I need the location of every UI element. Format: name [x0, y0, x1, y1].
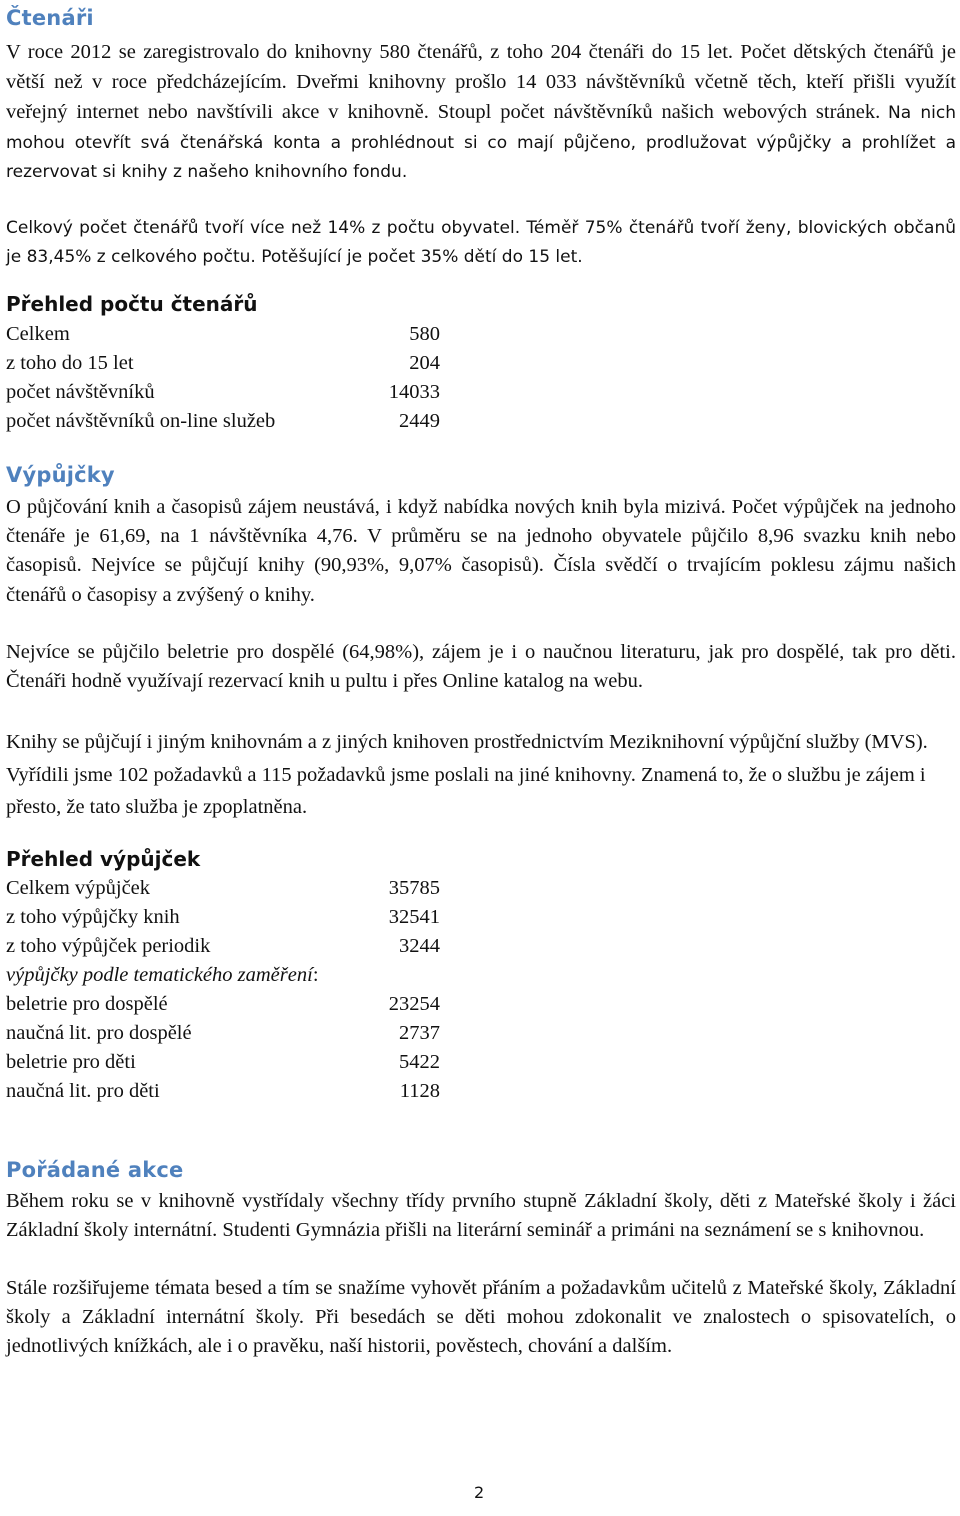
- table-row: [6, 349, 440, 378]
- table-subheading-row: [6, 961, 440, 990]
- loans-paragraph-2: [6, 638, 956, 696]
- table-row: [6, 990, 440, 1019]
- table-row: [6, 1077, 440, 1106]
- events-heading: Pořádané akce: [6, 1158, 184, 1182]
- events-paragraph-1: [6, 1187, 956, 1245]
- row-label: počet návštěvníků: [6, 381, 155, 403]
- row-label: naučná lit. pro děti: [6, 1080, 160, 1102]
- table-row: [6, 903, 440, 932]
- readers-text-b: Na nich mohou otevřít svá čtenářská konta a prohlédnout si co mají půjčeno, prodlužovat výpůjčky a prohlížet a rezervovat si knihy z našeho knihovního fondu.: [6, 103, 956, 182]
- page-number: 2: [474, 1483, 485, 1502]
- row-label: naučná lit. pro dospělé: [6, 1022, 192, 1044]
- loans-text-3: Knihy se půjčují i jiným knihovnám a z jiných knihoven prostřednictvím Meziknihovní výpůjční služby (MVS). Vyřídili jsme 102 požadavků a 115 požadavků jsme poslali na jiné knihovny. Znamená to, že o službu je zájem i přesto, že tato služba je zpoplatněna.: [6, 731, 928, 818]
- row-value: 580: [409, 323, 440, 345]
- row-value: 2737: [399, 1022, 440, 1044]
- row-value: 32541: [388, 906, 440, 928]
- table-row: [6, 1019, 440, 1048]
- loans-paragraph-3: [6, 726, 956, 824]
- events-paragraph-2: [6, 1274, 956, 1362]
- row-value: 35785: [388, 877, 440, 899]
- events-text-1: Během roku se v knihovně vystřídaly všechny třídy prvního stupně Základní školy, děti z Mateřské školy i žáci Základní školy internátní. Studenti Gymnázia přišli na literární seminář a primáni na seznámení se s knihovnou.: [6, 1190, 956, 1242]
- row-value: 2449: [399, 410, 440, 432]
- row-label: beletrie pro děti: [6, 1051, 136, 1073]
- table-row: [6, 320, 440, 349]
- theme-subheading-colon: :: [312, 964, 319, 986]
- readers-heading: Čtenáři: [6, 6, 94, 30]
- row-label: z toho do 15 let: [6, 352, 134, 374]
- readers-text-c: Celkový počet čtenářů tvoří více než 14% z počtu obyvatel. Téměř 75% čtenářů tvoří ženy, blovických občanů je 83,45% z celkového počtu. Potěšující je počet 35% dětí do 15 let.: [6, 218, 956, 268]
- loans-text-2: Nejvíce se půjčilo beletrie pro dospělé (64,98%), zájem je i o naučnou literaturu, jak pro dospělé, tak pro děti. Čtenáři hodně využívají rezervací knih u pultu i přes Online katalog na webu.: [6, 641, 956, 693]
- row-label: beletrie pro dospělé: [6, 993, 168, 1015]
- row-label: z toho výpůjček periodik: [6, 935, 211, 957]
- readers-text-a: V roce 2012 se zaregistrovalo do knihovny 580 čtenářů, z toho 204 čtenáři do 15 let. Počet dětských čtenářů je větší než v roce předcházejícím. Dveřmi knihovny prošlo 14 033 návštěvníků včetně těch, kteří přišli využít veřejný internet nebo navštívili akce v knihovně. Stoupl počet návštěvníků našich webových stránek.: [6, 41, 956, 124]
- row-label: počet návštěvníků on-line služeb: [6, 410, 276, 432]
- row-value: 1128: [399, 1080, 440, 1102]
- readers-paragraph-2: [6, 214, 956, 272]
- readers-overview-heading: Přehled počtu čtenářů: [6, 292, 258, 316]
- loans-heading: Výpůjčky: [6, 463, 115, 487]
- row-label: Celkem: [6, 323, 70, 345]
- row-label: Celkem výpůjček: [6, 877, 151, 899]
- row-value: 14033: [388, 381, 440, 403]
- table-row: [6, 874, 440, 903]
- loans-text-1: O půjčování knih a časopisů zájem neustává, i když nabídka nových knih byla mizivá. Počet výpůjček na jednoho čtenáře je 61,69, na 1 návštěvníka 4,76. V průměru se na jednoho obyvatele půjčilo 8,96 svazku knih nebo časopisů. Nejvíce se půjčují knihy (90,93%, 9,07% časopisů). Čísla svědčí o trvajícím poklesu zájmu našich čtenářů o časopisy a zvýšený o knihy.: [6, 496, 956, 606]
- row-label: z toho výpůjčky knih: [6, 906, 180, 928]
- loans-overview-heading: Přehled výpůjček: [6, 847, 201, 871]
- row-value: 3244: [399, 935, 440, 957]
- readers-paragraph-1: [6, 38, 956, 187]
- events-text-2: Stále rozšiřujeme témata besed a tím se snažíme vyhovět přáním a požadavkům učitelů z Mateřské školy, Základní školy a Základní internátní školy. Při besedách se děti mohou zdokonalit ve znalostech o spisovatelích, o jednotlivých knížkách, ale i o pravěku, naší historii, pověstech, chování a dalším.: [6, 1277, 956, 1358]
- table-row: [6, 932, 440, 961]
- row-value: 204: [409, 352, 440, 374]
- theme-subheading: výpůjčky podle tematického zaměření: [6, 964, 313, 986]
- loans-paragraph-1: [6, 493, 956, 610]
- row-value: 23254: [388, 993, 440, 1015]
- table-row: [6, 407, 440, 436]
- table-row: [6, 378, 440, 407]
- table-row: [6, 1048, 440, 1077]
- row-value: 5422: [399, 1051, 440, 1073]
